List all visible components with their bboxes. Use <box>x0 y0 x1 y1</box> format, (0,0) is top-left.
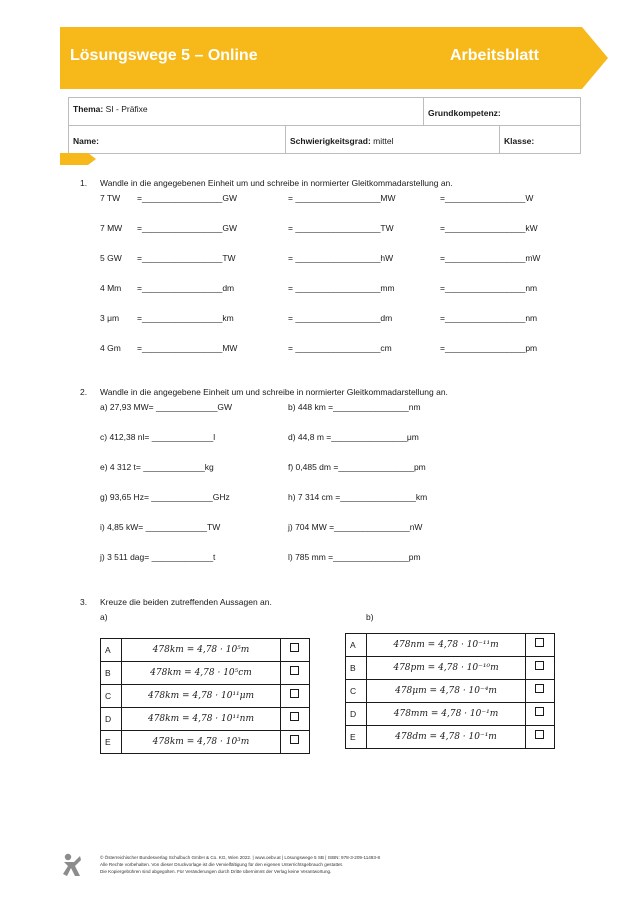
name-cell <box>68 125 286 154</box>
thema-cell <box>68 97 424 126</box>
task2-item-e[interactable]: e) 4 312 t= _____________kg <box>100 462 214 472</box>
table-b-checkbox-cell-D[interactable] <box>525 702 555 726</box>
grundkompetenz-label: Grundkompetenz: <box>428 108 501 118</box>
difficulty-label: Schwierigkeitsgrad: <box>290 136 371 146</box>
checkbox-B-a[interactable] <box>290 666 299 675</box>
table-b-letter-D: D <box>345 702 367 726</box>
checkbox-A-a[interactable] <box>290 643 299 652</box>
checkbox-C-b[interactable] <box>535 684 544 693</box>
task2-item-j2[interactable]: j) 3 511 dag= _____________t <box>100 552 216 562</box>
table-b-checkbox-cell-B[interactable] <box>525 656 555 680</box>
checkbox-C-a[interactable] <box>290 689 299 698</box>
task1-row5-col1[interactable]: =_________________km <box>137 313 234 323</box>
document-type: Arbeitsblatt <box>450 47 539 64</box>
table-a-letter-D: D <box>100 707 122 731</box>
task1-row5-start: 3 μm <box>100 313 120 323</box>
header-banner-arrow <box>582 27 608 89</box>
task1-row4-col3[interactable]: =_________________nm <box>440 283 538 293</box>
footer-disclaimer: Die Kopiergebühren sind abgegolten. Für Veränderungen durch Dritte übernimmt der Verlag keine Verantwortung. <box>100 869 332 874</box>
task2-number: 2. <box>80 387 88 397</box>
task1-row3-col3[interactable]: =_________________mW <box>440 253 541 263</box>
difficulty-value: mittel <box>373 136 394 146</box>
checkbox-D-b[interactable] <box>535 707 544 716</box>
table-b-expr-C: 478μm = 4,78 · 10⁻⁴m <box>366 679 526 703</box>
task1-row6-start: 4 Gm <box>100 343 121 353</box>
task2-item-b[interactable]: b) 448 km =________________nm <box>288 402 421 412</box>
klasse-label: Klasse: <box>504 136 535 146</box>
task3-instruction: Kreuze die beiden zutreffenden Aussagen an. <box>100 597 272 607</box>
section-marker-arrow <box>88 153 96 165</box>
table-b-checkbox-cell-E[interactable] <box>525 725 555 749</box>
task2-item-c[interactable]: c) 412,38 nl= _____________l <box>100 432 216 442</box>
checkbox-E-a[interactable] <box>290 735 299 744</box>
task1-row2-col2[interactable]: = __________________TW <box>288 223 394 233</box>
task3-label-b: b) <box>366 612 374 622</box>
checkbox-B-b[interactable] <box>535 661 544 670</box>
task3-label-a: a) <box>100 612 108 622</box>
task2-item-h[interactable]: h) 7 314 cm =________________km <box>288 492 428 502</box>
task2-item-l[interactable]: l) 785 mm =________________pm <box>288 552 421 562</box>
task1-row2-col3[interactable]: =_________________kW <box>440 223 538 233</box>
table-a-letter-C: C <box>100 684 122 708</box>
difficulty-cell <box>285 125 500 154</box>
task1-row4-start: 4 Mm <box>100 283 122 293</box>
table-a-checkbox-cell-B[interactable] <box>280 661 310 685</box>
task2-item-a[interactable]: a) 27,93 MW= _____________GW <box>100 402 233 412</box>
table-b-letter-C: C <box>345 679 367 703</box>
table-a-checkbox-cell-A[interactable] <box>280 638 310 662</box>
task1-row1-start: 7 TW <box>100 193 121 203</box>
task1-row6-col1[interactable]: =_________________MW <box>137 343 238 353</box>
table-a-expr-C: 478km = 4,78 · 10¹¹μm <box>121 684 281 708</box>
task1-row5-col3[interactable]: =_________________nm <box>440 313 538 323</box>
table-b-expr-E: 478dm = 4,78 · 10⁻¹m <box>366 725 526 749</box>
task1-row3-col1[interactable]: =_________________TW <box>137 253 236 263</box>
table-a-checkbox-cell-E[interactable] <box>280 730 310 754</box>
table-a-letter-B: B <box>100 661 122 685</box>
table-b-checkbox-cell-A[interactable] <box>525 633 555 657</box>
table-b-checkbox-cell-C[interactable] <box>525 679 555 703</box>
table-a-checkbox-cell-C[interactable] <box>280 684 310 708</box>
task1-row2-col1[interactable]: =_________________GW <box>137 223 237 233</box>
table-a-expr-D: 478km = 4,78 · 10¹¹nm <box>121 707 281 731</box>
task2-item-f[interactable]: f) 0,485 dm =________________pm <box>288 462 426 472</box>
thema-label: Thema: <box>73 104 104 114</box>
task2-item-j[interactable]: j) 704 MW =________________nW <box>288 522 423 532</box>
task1-row3-start: 5 GW <box>100 253 122 263</box>
thema-value: SI - Präfixe <box>105 104 148 114</box>
task3-number: 3. <box>80 597 88 607</box>
checkbox-E-b[interactable] <box>535 730 544 739</box>
table-a-letter-A: A <box>100 638 122 662</box>
table-b-letter-B: B <box>345 656 367 680</box>
task1-row1-col3[interactable]: =_________________W <box>440 193 534 203</box>
task2-instruction: Wandle in die angegebene Einheit um und schreibe in normierter Gleitkommadarstellung an. <box>100 387 448 397</box>
publisher-logo-icon <box>62 852 82 878</box>
table-a-expr-B: 478km = 4,78 · 10⁵cm <box>121 661 281 685</box>
task1-row4-col2[interactable]: = __________________mm <box>288 283 395 293</box>
task1-row1-col1[interactable]: =_________________GW <box>137 193 237 203</box>
name-label: Name: <box>73 136 99 146</box>
table-a-expr-E: 478km = 4,78 · 10³m <box>121 730 281 754</box>
footer-rights: Alle Rechte vorbehalten. Von dieser Druckvorlage ist die Vervielfältigung für den eigenen Unterrichtsgebrauch gestattet. <box>100 862 344 867</box>
table-b-letter-E: E <box>345 725 367 749</box>
task1-row2-start: 7 MW <box>100 223 123 233</box>
task1-instruction: Wandle in die angegebenen Einheit um und schreibe in normierter Gleitkommadarstellung an. <box>100 178 453 188</box>
task1-number: 1. <box>80 178 88 188</box>
table-a-checkbox-cell-D[interactable] <box>280 707 310 731</box>
task2-item-i[interactable]: i) 4,85 kW= _____________TW <box>100 522 221 532</box>
checkbox-A-b[interactable] <box>535 638 544 647</box>
table-b-expr-D: 478mm = 4,78 · 10⁻¹m <box>366 702 526 726</box>
task1-row5-col2[interactable]: = __________________dm <box>288 313 393 323</box>
checkbox-D-a[interactable] <box>290 712 299 721</box>
page-title: Lösungswege 5 – Online <box>70 47 258 64</box>
section-marker <box>60 153 88 165</box>
klasse-cell <box>499 125 581 154</box>
table-b-expr-A: 478nm = 4,78 · 10⁻¹¹m <box>366 633 526 657</box>
task1-row4-col1[interactable]: =_________________dm <box>137 283 235 293</box>
footer-copyright: © Österreichischer Bundesverlag Schulbuch GmbH & Co. KG, Wien 2022. | www.oebv.at | Lösungswege 5 SB | ISBN: 978-3-209-11493-8 <box>100 855 381 860</box>
task2-item-g[interactable]: g) 93,65 Hz= _____________GHz <box>100 492 230 502</box>
task1-row6-col3[interactable]: =_________________pm <box>440 343 538 353</box>
table-b-letter-A: A <box>345 633 367 657</box>
table-a-letter-E: E <box>100 730 122 754</box>
task1-row3-col2[interactable]: = __________________hW <box>288 253 394 263</box>
task1-row1-col2[interactable]: = __________________MW <box>288 193 396 203</box>
table-a-expr-A: 478km = 4,78 · 10⁵m <box>121 638 281 662</box>
table-b-expr-B: 478pm = 4,78 · 10⁻¹⁰m <box>366 656 526 680</box>
task1-row6-col2[interactable]: = __________________cm <box>288 343 392 353</box>
task2-item-d[interactable]: d) 44,8 m =________________μm <box>288 432 419 442</box>
grundkompetenz-cell <box>423 97 581 126</box>
